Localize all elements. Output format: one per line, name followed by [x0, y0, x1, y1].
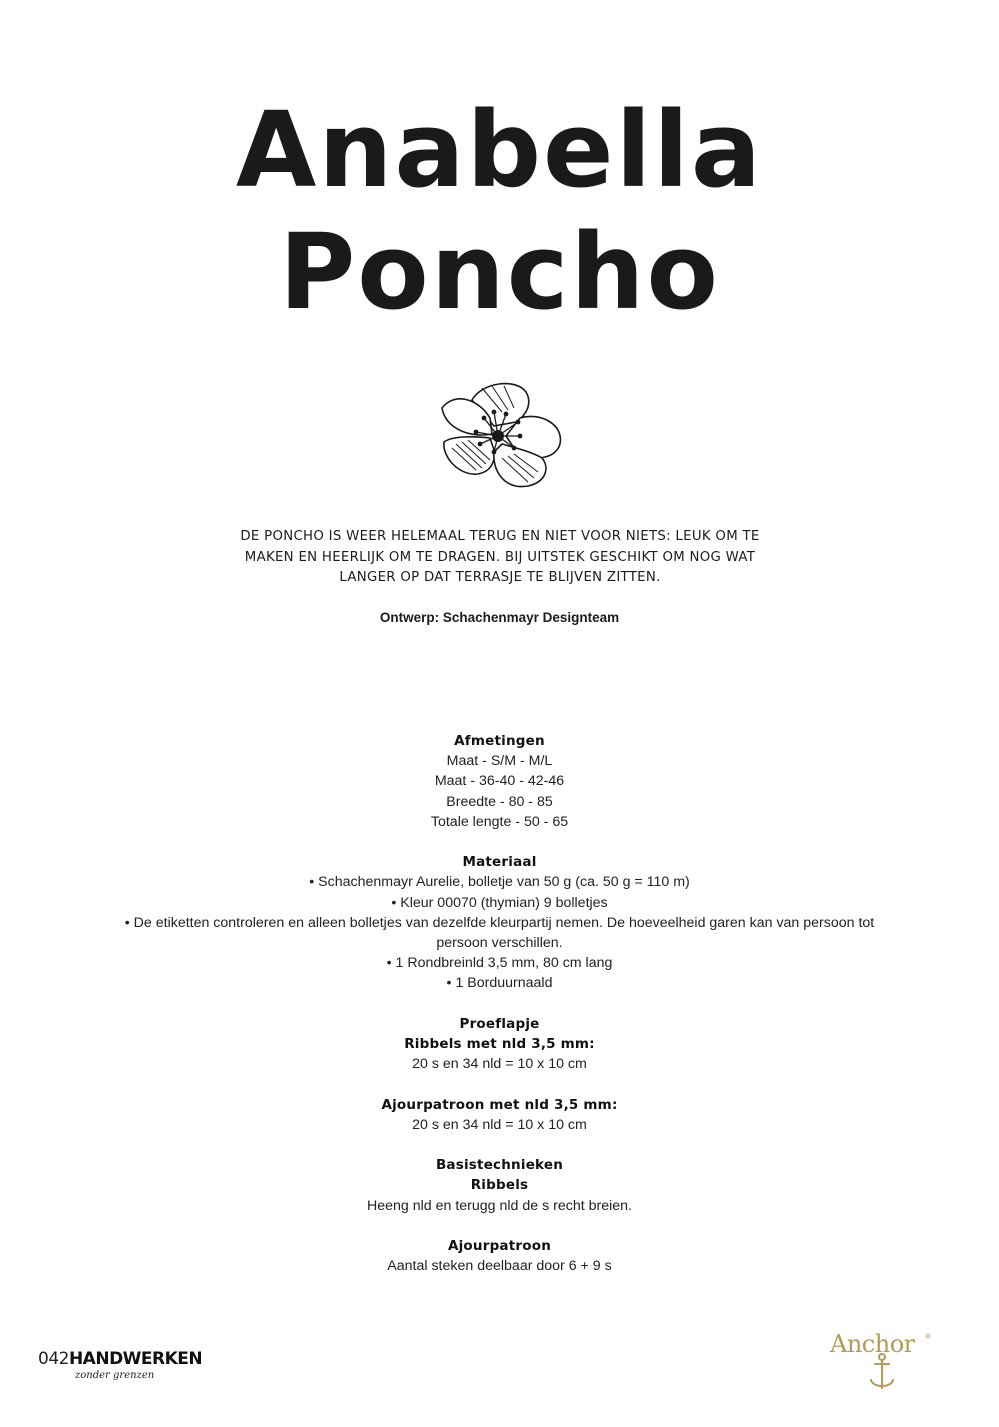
proeflapje-subheading: Ribbels met nld 3,5 mm: [404, 1036, 595, 1053]
basistechnieken-heading: Basistechnieken [435, 1157, 564, 1174]
magazine-brand: HANDWERKEN [68, 1349, 203, 1369]
magazine-footer [38, 1349, 202, 1389]
basistechnieken-line: Heeng nld en terugg nld de s recht breien. [366, 1197, 632, 1214]
afmetingen-line: Totale lengte - 50 - 65 [430, 813, 569, 830]
proeflapje-subheading: Ajourpatroon met nld 3,5 mm: [381, 1096, 618, 1113]
page-number: 042 [38, 1349, 69, 1369]
basistechnieken-line: Aantal steken deelbaar door 6 + 9 s [387, 1258, 612, 1275]
intro-text: DE PONCHO IS WEER HELEMAAL TERUG EN NIET VOOR NIETS: LEUK OM TE MAKEN EN HEERLIJK OM TE DRAGEN. BIJ UITSTEK GESCHIKT OM NOG WAT LANGER OP DAT TERRASJE TE BLIJVEN ZITTEN. [240, 529, 760, 585]
proeflapje-line: 20 s en 34 nld = 10 x 10 cm [412, 1116, 587, 1133]
afmetingen-line: Breedte - 80 - 85 [446, 793, 553, 810]
materiaal-line: • Kleur 00070 (thymian) 9 bolletjes [391, 894, 608, 911]
anchor-logo [826, 1326, 930, 1392]
pattern-specs [100, 731, 899, 1276]
basistechnieken-subheading: Ajourpatroon [447, 1238, 552, 1254]
basistechnieken-subheading: Ribbels [470, 1177, 529, 1194]
title-line-1: Anabella [235, 89, 764, 211]
anchor-logo-text: Anchor [830, 1330, 915, 1358]
materiaal-heading: Materiaal [462, 854, 537, 871]
proeflapje-heading: Proeflapje [459, 1015, 540, 1032]
afmetingen-line: Maat - 36-40 - 42-46 [434, 773, 565, 790]
title-line-2: Poncho [279, 211, 720, 333]
afmetingen-heading: Afmetingen [454, 733, 545, 749]
designer-credit: Ontwerp: Schachenmayr Designteam [379, 610, 620, 625]
anchor-icon [826, 1326, 930, 1392]
magazine-brand-sub: zonder grenzen [75, 1370, 155, 1381]
afmetingen-line: Maat - S/M - M/L [446, 753, 553, 770]
materiaal-line: • Schachenmayr Aurelie, bolletje van 50 g (ca. 50 g = 110 m) [309, 874, 690, 891]
materiaal-line: • 1 Borduurnaald [446, 975, 553, 992]
materiaal-line: • De etiketten controleren en alleen bolletjes van dezelfde kleurpartij nemen. De hoeveelheid garen kan van persoon tot persoon verschillen. [124, 914, 875, 952]
flower-icon [432, 378, 568, 496]
materiaal-line: • 1 Rondbreinld 3,5 mm, 80 cm lang [386, 955, 613, 972]
proeflapje-line: 20 s en 34 nld = 10 x 10 cm [412, 1056, 587, 1073]
